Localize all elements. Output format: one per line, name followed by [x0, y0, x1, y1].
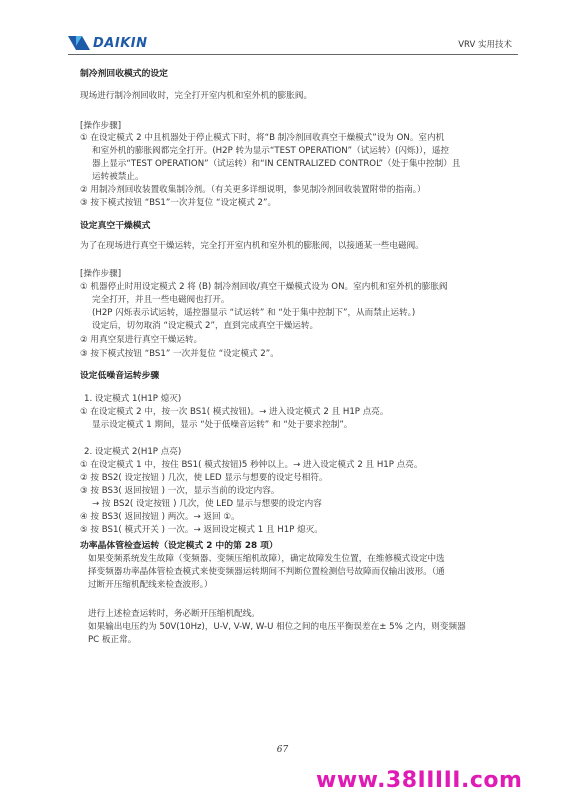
text-line: 完全打开，并且一些电磁阀也打开。 [92, 295, 230, 305]
text-line: (H2P 闪烁表示试运转，遥控器显示 “试运转” 和 “处于集中控制下”，从而禁止运转。) [92, 308, 416, 318]
text-line: → 按 BS2( 设定按钮 ) 几次，使 LED 显示与想要的设定内容 [92, 499, 322, 509]
text-line: 为了在现场进行真空干燥运转，完全打开室内机和室外机的膨胀阀，以接通某一些电磁阀。 [80, 241, 424, 251]
page-number: 67 [276, 745, 289, 755]
text-line: ① 机器停止时用设定模式 2 将 (B) 制冷剂回收/真空干燥模式设为 ON。室内机和室外机的膨胀阀 [80, 282, 448, 292]
text-line: ⑤ 按 BS1( 模式开关 ) 一次。→ 返回设定模式 1 且 H1P 熄灭。 [80, 525, 323, 535]
text-line: 1. 设定模式 1(H1P 熄灭) [84, 394, 182, 404]
daikin-logo-icon [68, 35, 90, 51]
text-line: ② 用制冷剂回收装置收集制冷剂。（有关更多详细说明，参见制冷剂回收装置附带的指南。） [80, 185, 426, 195]
section-heading: 功率晶体管检查运转（设定模式 2 中的第 28 项） [80, 541, 278, 551]
section-heading: 设定低噪音运转步骤 [80, 371, 160, 381]
text-line: ③ 按下模式按钮 “BS1”一次并复位 “设定模式 2”。 [80, 198, 277, 208]
text-line: ① 在设定模式 2 中，按一次 BS1( 模式按钮)。→ 进入设定模式 2 且 H1P 点亮。 [80, 407, 389, 417]
section-heading: 设定真空干燥模式 [80, 221, 151, 231]
text-line: [操作步骤] [80, 121, 122, 131]
text-line: 择变频器功率晶体管检查模式来使变频器运转期间不判断位置检测信号故障而仅输出波形。（通 [88, 567, 445, 577]
text-line: 现场进行制冷剂回收时，完全打开室内机和室外机的膨胀阀。 [80, 91, 313, 101]
text-line: 设定后，切勿取消 “设定模式 2”，直到完成真空干燥运转。 [92, 321, 319, 331]
text-line: ③ 按下模式按钮 “BS1” 一次并复位 “设定模式 2”。 [80, 349, 279, 359]
header-title: VRV 实用技术 [458, 40, 512, 50]
text-line: 和室外机的膨胀阀都完全打开。(H2P 转为显示“TEST OPERATION”（试运转）(闪烁)），遥控 [92, 146, 450, 156]
text-line: ③ 按 BS3( 返回按钮 ) 一次，显示当前的设定内容。 [80, 486, 280, 496]
brand-logo [68, 34, 147, 52]
text-line: 2. 设定模式 2(H1P 点亮) [84, 447, 182, 457]
page-header [68, 34, 518, 56]
brand-name: DAIKIN [93, 35, 148, 51]
section-heading: 制冷剂回收模式的设定 [80, 69, 168, 79]
text-line: 过断开压缩机配线来检查波形。） [88, 580, 213, 590]
text-line: 进行上述检查运转时，务必断开压缩机配线。 [88, 609, 260, 619]
text-line: 运转被禁止。 [92, 172, 144, 182]
text-line: 显示设定模式 1 期间，显示 “处于低噪音运转” 和 “处于要求控制”。 [92, 420, 353, 430]
text-line: ① 在设定模式 1 中，按住 BS1( 模式按钮)5 秒钟以上。→ 进入设定模式 2 且 H1P 点亮。 [80, 460, 423, 470]
text-line: ④ 按 BS3( 返回按钮 ) 两次。→ 返回 ①。 [80, 512, 240, 522]
text-line: PC 板正常。 [88, 635, 137, 645]
text-line: 如果变频系统发生故障（变频器、变频压缩机故障），确定故障发生位置，在维修模式设定中选 [88, 554, 445, 564]
text-line: ② 用真空泵进行真空干燥运转。 [80, 335, 203, 345]
text-line: ② 按 BS2( 设定按钮 ) 几次，使 LED 显示与想要的设定号相符。 [80, 473, 328, 483]
site-watermark: www.38IIIII.com [316, 768, 523, 793]
header-divider [68, 54, 518, 55]
text-line: 如果输出电压约为 50V(10Hz)，U-V, V-W, W-U 相位之间的电压平衡误差在± 5% 之内，则变频器 [88, 622, 466, 632]
text-line: [操作步骤] [80, 269, 122, 279]
text-line: ① 在设定模式 2 中且机器处于停止模式下时，将“B 制冷剂回收真空干燥模式”设为 ON。室内机 [80, 133, 445, 143]
text-line: 器上显示“TEST OPERATION”（试运转）和“IN CENTRALIZED CONTROL”（处于集中控制）且 [92, 159, 461, 169]
